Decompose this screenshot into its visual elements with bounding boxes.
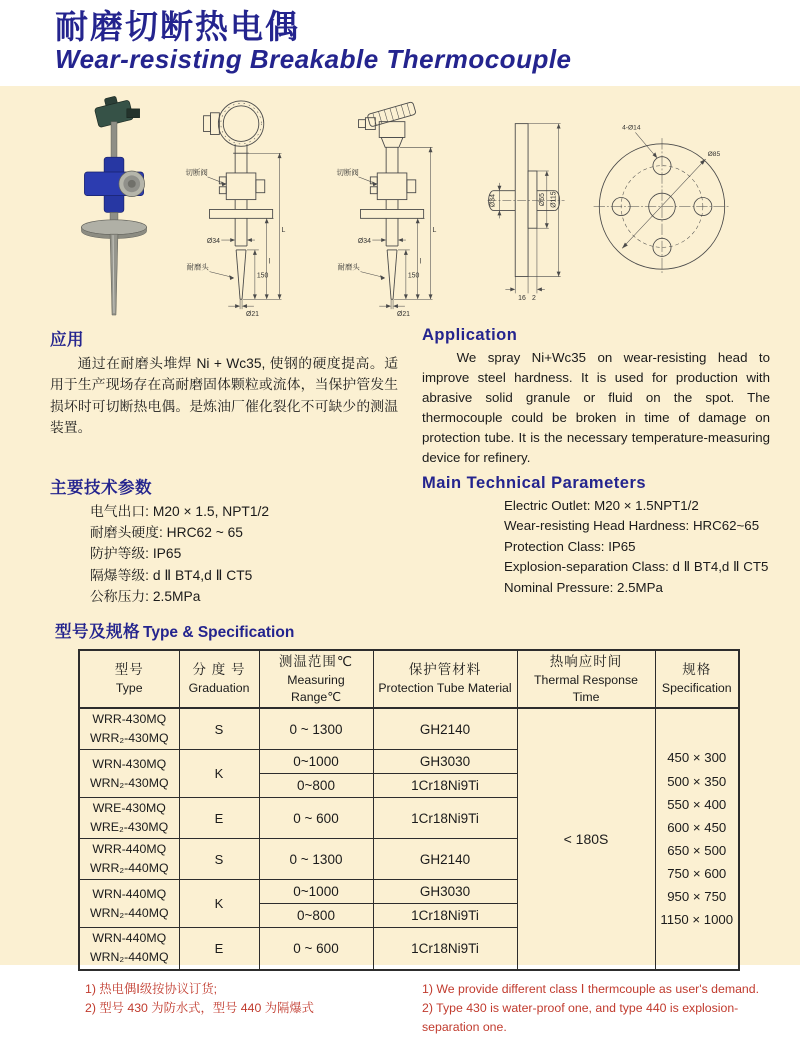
cell-thermal-response: < 180S [517, 708, 655, 969]
footnote-en-1: 1) We provide different class Ⅰ thermcouple as user's demand. [422, 981, 760, 996]
footnote-zh-1: 1) 热电偶Ⅰ级按协议订货; [85, 981, 218, 996]
spec-section-heading [0, 608, 800, 642]
label-wear-head: 耐磨头 [337, 262, 360, 272]
parameters-heading-zh: 主要技术参数 [50, 478, 152, 497]
head-arm [127, 109, 140, 118]
cell-range: 0~1000 [259, 750, 373, 774]
flange-drawings [485, 96, 738, 318]
cell-graduation: K [179, 880, 259, 928]
cell-type: WRN-440MQ WRN₂-440MQ [79, 928, 179, 970]
application-en [408, 322, 770, 468]
label-dia21: Ø21 [396, 311, 411, 319]
spec-table [78, 649, 740, 971]
label-dia34: Ø34 [489, 194, 497, 208]
param-item: Wear-resisting Head Hardness: HRC62~65 [504, 518, 760, 534]
cell-material: 1Cr18Ni9Ti [373, 904, 517, 928]
param-item: 公称压力: 2.5MPa [90, 589, 201, 605]
spec-heading-zh: 型号及规格 [55, 622, 140, 641]
col-header-range: 测温范围℃ Measuring Range℃ [259, 650, 373, 709]
col-header-graduation: 分 度 号 Graduation [179, 650, 259, 709]
application-body-zh: 通过在耐磨头堆焊 Ni + Wc35, 使钢的硬度提高。适用于生产现场存在高耐磨固体颗粒或流体，当保护管发生损坏时可切断热电偶。是炼油厂催化裂化不可缺少的测温装置。 [50, 356, 398, 436]
label-dia34: Ø34 [357, 238, 371, 246]
footnotes [0, 971, 800, 1037]
cell-material: 1Cr18Ni9Ti [373, 798, 517, 839]
table-row [79, 708, 739, 750]
cell-type: WRN-430MQ WRN₂-430MQ [79, 750, 179, 798]
title-band [0, 0, 800, 86]
parameters-heading-en: Main Technical Parameters [422, 473, 647, 492]
cell-range: 0~800 [259, 774, 373, 798]
cell-graduation: E [179, 928, 259, 970]
param-item: Electric Outlet: M20 × 1.5NPT1/2 [504, 497, 699, 513]
drawing-flange-front [586, 96, 738, 318]
label-dia65: Ø65 [538, 193, 546, 207]
cell-range: 0 ~ 600 [259, 798, 373, 839]
label-L: L [281, 227, 286, 235]
label-2: 2 [532, 295, 536, 303]
cell-graduation: K [179, 750, 259, 798]
label-l: l [268, 258, 271, 266]
cell-range: 0 ~ 600 [259, 928, 373, 970]
cell-graduation: S [179, 839, 259, 880]
parameters-zh [50, 470, 408, 608]
application-body-en: We spray Ni+Wc35 on wear-resisting head to improve steel hardness. It is used for production with abrasive solid granule or fluid on the spot. The thermocouple could be broken in time of damage on protection tube. It is the necessary temperature-measuring device for refinery. [422, 350, 770, 465]
param-item: Protection Class: IP65 [504, 538, 636, 554]
param-item: 耐磨头硬度: HRC62 ~ 65 [90, 525, 243, 540]
cell-material: GH2140 [373, 708, 517, 750]
cell-type: WRN-440MQ WRN₂-440MQ [79, 880, 179, 928]
label-dia85: Ø85 [707, 151, 721, 159]
cell-material: GH3030 [373, 880, 517, 904]
cell-specification: 450 × 300 500 × 350 550 × 400 600 × 450 650 × 500 750 × 600 950 × 750 1150 × 1000 [655, 708, 739, 969]
cell-type: WRE-430MQ WRE₂-430MQ [79, 798, 179, 839]
param-item: Explosion-separation Class: d Ⅱ BT4,d Ⅱ CT5 [504, 559, 769, 575]
drawing-flange-side [485, 96, 580, 318]
label-dia115: Ø115 [550, 191, 558, 208]
drawings-strip [0, 92, 800, 320]
cell-material: GH3030 [373, 750, 517, 774]
label-cut-valve: 切断阀 [336, 167, 359, 177]
cell-type: WRR-440MQ WRR₂-440MQ [79, 839, 179, 880]
spec-table-body [79, 708, 739, 969]
param-item: 电气出口: M20 × 1.5, NPT1/2 [90, 503, 270, 519]
cell-material: GH2140 [373, 839, 517, 880]
param-item: 防护等级: IP65 [90, 546, 182, 562]
label-wear-head: 耐磨头 [186, 262, 209, 272]
application-heading-zh: 应用 [50, 331, 84, 349]
label-16: 16 [518, 295, 526, 303]
cell-range: 0 ~ 1300 [259, 708, 373, 750]
label-dia21: Ø21 [245, 311, 260, 319]
cell-range: 0~1000 [259, 880, 373, 904]
cell-material: 1Cr18Ni9Ti [373, 928, 517, 970]
col-header-material: 保护管材料 Protection Tube Material [373, 650, 517, 709]
parameters-en [408, 470, 770, 608]
parameters-section [0, 468, 800, 608]
application-heading-en: Application [422, 326, 518, 344]
drawing-explosion-type [334, 96, 459, 318]
col-header-specification: 规格 Specification [655, 650, 739, 709]
label-l: l [419, 258, 422, 266]
application-zh [50, 322, 408, 468]
label-cut-valve: 切断阀 [185, 167, 208, 177]
label-holes: 4-Ø14 [622, 124, 641, 132]
thermocouple-photo [72, 96, 157, 318]
col-header-type: 型号 Type [79, 650, 179, 709]
spec-heading-en: Type & Specification [143, 623, 295, 641]
param-item: Nominal Pressure: 2.5MPa [504, 580, 663, 596]
label-150: 150 [407, 272, 420, 280]
drawing-waterproof-type [183, 96, 308, 318]
label-dia34: Ø34 [206, 238, 220, 246]
product-title-en: Wear-resisting Breakable Thermocouple [55, 43, 572, 74]
cell-range: 0 ~ 1300 [259, 839, 373, 880]
cell-graduation: S [179, 708, 259, 750]
footnotes-en [420, 980, 770, 1037]
label-L: L [432, 227, 437, 235]
application-section [0, 320, 800, 468]
footnotes-zh [85, 980, 420, 1037]
col-header-thermal: 热响应时间 Thermal Response Time [517, 650, 655, 709]
spec-table-header [79, 650, 739, 709]
content-sheet [0, 86, 800, 1034]
product-title-zh: 耐磨切断热电偶 [55, 8, 300, 45]
param-item: 隔爆等级: d Ⅱ BT4,d Ⅱ CT5 [90, 567, 253, 583]
cell-type: WRR-430MQ WRR₂-430MQ [79, 708, 179, 750]
cell-material: 1Cr18Ni9Ti [373, 774, 517, 798]
parameters-list-zh [50, 501, 398, 608]
cell-graduation: E [179, 798, 259, 839]
cell-range: 0~800 [259, 904, 373, 928]
footnote-zh-2: 2) 型号 430 为防水式，型号 440 为隔爆式 [85, 1000, 314, 1015]
label-150: 150 [256, 272, 269, 280]
footnote-en-2: 2) Type 430 is water-proof one, and type 440 is explosion-separation one. [422, 1000, 739, 1034]
parameters-list-en [422, 496, 770, 599]
